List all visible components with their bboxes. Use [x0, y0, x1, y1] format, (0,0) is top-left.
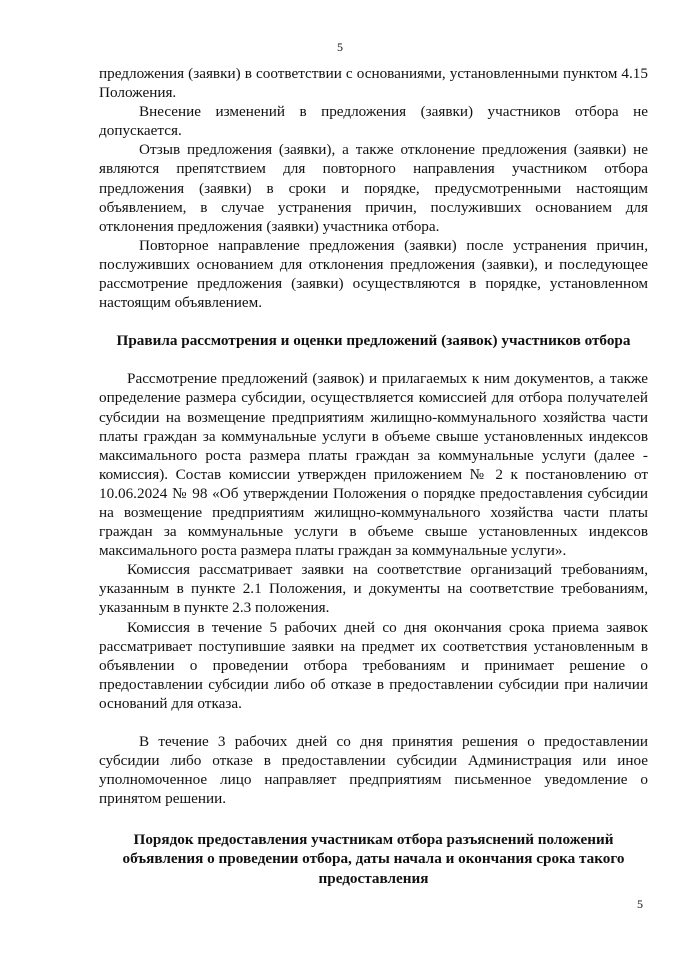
- paragraph: Отзыв предложения (заявки), а также отклонение предложения (заявки) не являются препятствием для повторного направления участником отбора предложения (заявки) в сроки и порядке, предусмотренными настоящим объявлением, в случае устранения причин, послуживших основанием для отклонения предложения (заявки) участника отбора.: [99, 141, 648, 235]
- page-number-top: 5: [337, 40, 343, 54]
- paragraph: Внесение изменений в предложения (заявки) участников отбора не допускается.: [99, 103, 648, 140]
- section-heading: Правила рассмотрения и оценки предложений (заявок) участников отбора: [116, 332, 631, 350]
- section-heading: Порядок предоставления участникам отбора разъяснений положений объявления о проведении отбора, даты начала и окончания срока такого предоставления: [122, 831, 625, 887]
- paragraph: Рассмотрение предложений (заявок) и прилагаемых к ним документов, а также определение размера субсидии, осуществляется комиссией для отбора получателей субсидии на возмещение предприятиям жилищно-коммунального хозяйства части платы граждан за коммунальные услуги в объеме свыше установленных индексов максимального роста размера платы граждан за коммунальные услуги (далее - комиссия). Состав комиссии утвержден приложением № 2 к постановлению от 10.06.2024 № 98 «Об утверждении Положения о порядке предоставления субсидии на возмещение предприятиям жилищно-коммунального хозяйства части платы граждан за коммунальные услуги в объеме свыше установленных индексов максимального роста размера платы граждан за коммунальные услуги».: [99, 370, 648, 560]
- paragraph: В течение 3 рабочих дней со дня принятия решения о предоставлении субсидии либо отказе в предоставлении субсидии Администрация или иное уполномоченное лицо направляет предприятиям письменное уведомление о принятом решении.: [99, 733, 648, 808]
- paragraph: предложения (заявки) в соответствии с основаниями, установленными пунктом 4.15 Положения.: [99, 65, 648, 102]
- paragraph: Комиссия рассматривает заявки на соответствие организаций требованиям, указанным в пункте 2.1 Положения, и документы на соответствие требованиям, указанным в пункте 2.3 положения.: [99, 561, 648, 617]
- page-number-bottom: 5: [637, 897, 643, 911]
- paragraph: Повторное направление предложения (заявки) после устранения причин, послуживших основанием для отклонения предложения (заявки), и последующее рассмотрение предложения (заявки) осуществляются в порядке, установленном настоящим объявлением.: [99, 236, 648, 312]
- document-body: [99, 64, 648, 888]
- paragraph: Комиссия в течение 5 рабочих дней со дня окончания срока приема заявок рассматривает поступившие заявки на предмет их соответствия установленным в объявлении о проведении отбора требованиям и принимает решение о предоставлении субсидии либо об отказе в предоставлении субсидии при наличии оснований для отказа.: [99, 618, 648, 712]
